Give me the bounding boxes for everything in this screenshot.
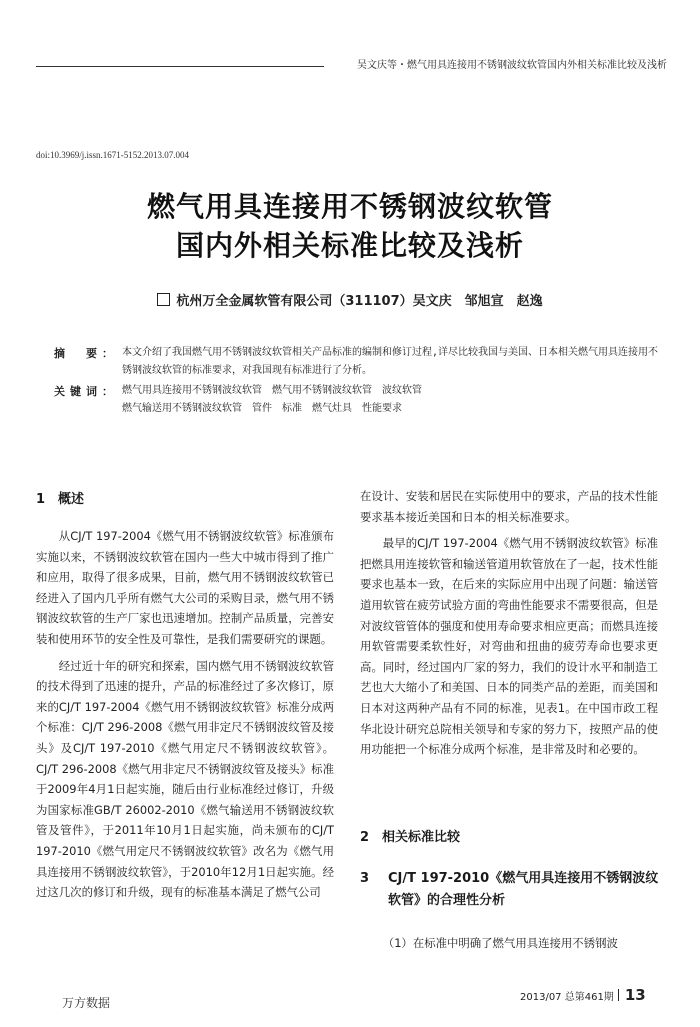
header-rule — [36, 66, 324, 67]
authors-text: 杭州万全金属软管有限公司（311107）吴文庆 邹旭宣 赵逸 — [176, 294, 543, 309]
title-line-1: 燃气用具连接用不锈钢波纹软管 — [146, 190, 553, 223]
keywords-label: 关键词： — [54, 385, 118, 398]
left-paragraph-1: 从CJ/T 197-2004《燃气用不锈钢波纹软管》标准颁布实施以来，不锈钢波纹软管在国内一些大中城市得到了推广和应用，取得了很多成果，目前，燃气用不锈钢波纹软管已经进入了国内几乎所有燃气大公司的采购目录，燃气用不锈钢波纹软管的生产厂家也迅速增加。控制产品质量，完善安装和使用环节的安全性及可靠性，是我们需要研究的课题。 — [36, 529, 334, 646]
right-paragraph-3: （1）在标准中明确了燃气用具连接用不锈钢波 — [382, 936, 618, 950]
section-1-number: 1 — [36, 492, 46, 507]
section-2-number: 2 — [360, 830, 370, 845]
page-footer — [520, 986, 646, 1004]
abstract-text: 本文介绍了我国燃气用不锈钢波纹软管相关产品标准的编制和修订过程,详尽比较我国与美国、日本相关燃气用具连接用不锈钢波纹软管的标准要求，对我国现有标准进行了分析。 — [122, 347, 659, 376]
right-paragraph-2: 最早的CJ/T 197-2004《燃气用不锈钢波纹软管》标准把燃具用连接软管和输送管道用软管放在了一起，技术性能要求也基本一致，在后来的实际应用中出现了问题：输送管道用软管在疲劳试验方面的弯曲性能要求不需要很高，但是对波纹管管体的强度和使用寿命要求相应更高；而燃具连接用软管需要柔软性好，对弯曲和扭曲的疲劳寿命也要求更高。同时，经过国内厂家的努力，我们的设计水平和制造工艺也大大缩小了和美国、日本的同类产品的差距，而美国和日本对这两种产品有不同的标准，见表1。在中国市政工程华北设计研究总院相关领导和专家的努力下，按照产品的使用功能把一个标准分成两个标准，是非常及时和必要的。 — [360, 536, 658, 757]
section-3-title: CJ/T 197-2010《燃气用具连接用不锈钢波纹软管》的合理性分析 — [388, 871, 659, 908]
running-header: 吴文庆等・燃气用具连接用不锈钢波纹软管国内外相关标准比较及浅析 — [357, 60, 667, 71]
right-last-line — [360, 933, 670, 954]
authors — [0, 290, 700, 309]
doi: doi:10.3969/j.issn.1671-5152.2013.07.004 — [36, 150, 190, 160]
section-3-heading — [360, 868, 670, 912]
right-column — [360, 486, 658, 760]
keywords-line-2: 燃气输送用不锈钢波纹软管 管件 标准 燃气灶具 性能要求 — [122, 403, 402, 414]
page-number: 13 — [624, 986, 646, 1004]
section-2-title: 相关标准比较 — [382, 830, 461, 845]
checkbox-icon — [157, 293, 170, 306]
abstract-label: 摘 要： — [54, 347, 118, 360]
footer-divider — [618, 989, 619, 1001]
left-paragraph-2: 经过近十年的研究和探索，国内燃气用不锈钢波纹软管的技术得到了迅速的提升，产品的标准经过了多次修订，原来的CJ/T 197-2004《燃气用不锈钢波纹软管》标准分成两个标准：CJ/T 296-2008《燃气用非定尺不锈钢波纹管及接头》及CJ/T 197-2010《燃气用定尺不锈钢波纹软管》。CJ/T 296-2008《燃气用非定尺不锈钢波纹管及接头》标准于2009年4月1日起实施，随后由行业标准经过修订，升级为国家标准GB/T 26002-2010《燃气输送用不锈钢波纹软管及管件》，于2011年10月1日起实施，尚未颁布的CJ/T 197-2010《燃气用定尺不锈钢波纹软管》改名为《燃气用具连接用不锈钢波纹软管》，于2010年12月1日起实施。经过这几次的修订和升级，现有的标准基本满足了燃气公司 — [36, 658, 334, 900]
section-3-number: 3 — [360, 871, 370, 886]
section-1-heading — [36, 488, 84, 507]
issue-info: 2013/07 总第461期 — [520, 992, 614, 1003]
watermark: 万方数据 — [62, 996, 111, 1010]
title-line-2: 国内外相关标准比较及浅析 — [175, 229, 524, 262]
left-column — [36, 526, 334, 903]
keywords-line-1: 燃气用具连接用不锈钢波纹软管 燃气用不锈钢波纹软管 波纹软管 — [122, 385, 422, 396]
right-paragraph-1: 在设计、安装和居民在实际使用中的要求，产品的技术性能要求基本接近美国和日本的相关标准要求。 — [360, 489, 658, 524]
section-2-heading — [360, 826, 460, 845]
section-1-title: 概述 — [58, 492, 85, 507]
